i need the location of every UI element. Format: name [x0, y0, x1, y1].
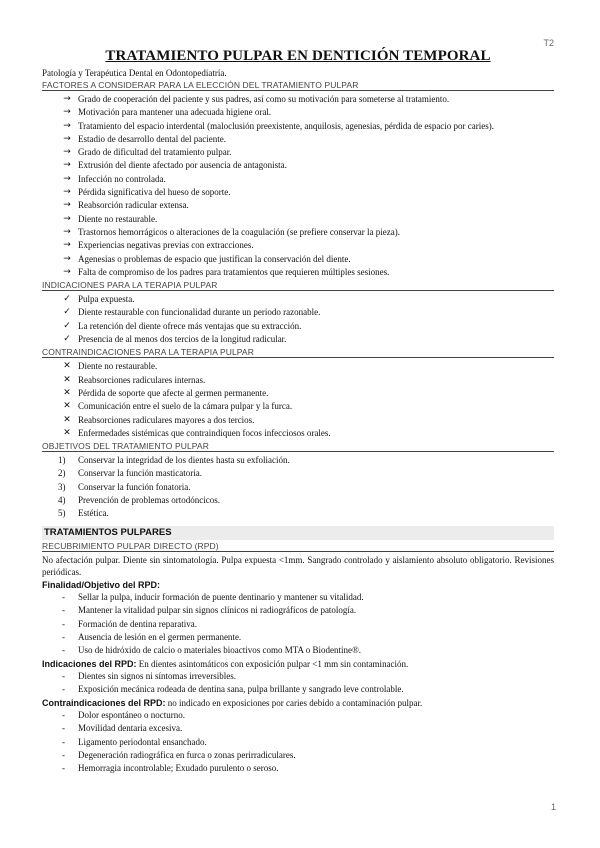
list-item-text: Grado de dificultad del tratamiento pulpar. — [78, 147, 232, 158]
list-item — [42, 749, 554, 762]
list-item — [42, 467, 554, 480]
document-tag: T2 — [543, 38, 554, 48]
section-list — [42, 360, 554, 440]
list-item — [42, 709, 554, 722]
check-icon: ✓ — [63, 334, 71, 345]
list-item-text: Mantener la vitalidad pulpar sin signos clínicos ni radiográficos de patología. — [78, 605, 357, 616]
cross-icon: ✕ — [63, 374, 71, 385]
rpd-contra-text: no indicado en exposiciones por caries debido a contaminación pulpar. — [165, 697, 423, 708]
list-item-text: Trastornos hemorrágicos o alteraciones de la coagulación (se prefiere conservar la pieza). — [78, 226, 401, 237]
arrow-icon: → — [63, 147, 71, 158]
section-heading: CONTRAINDICACIONES PARA LA TERAPIA PULPAR — [42, 347, 554, 358]
list-item-text: Grado de cooperación del paciente y sus padres, así como su motivación para someterse al tratamiento. — [78, 94, 450, 104]
rpd-indicaciones-list — [42, 670, 554, 697]
list-item — [42, 159, 554, 172]
list-item — [42, 427, 554, 440]
list-item — [42, 173, 554, 186]
list-item — [42, 199, 554, 212]
page-title: TRATAMIENTO PULPAR EN DENTICIÓN TEMPORAL — [105, 48, 491, 64]
cross-icon: ✕ — [63, 414, 71, 425]
check-icon: ✓ — [63, 294, 71, 305]
rpd-indicaciones-text: En dientes asintomáticos con exposición pulpar <1 mm sin contaminación. — [136, 658, 409, 669]
list-item-text: Estadio de desarrollo dental del paciente. — [78, 133, 226, 144]
list-item — [42, 507, 554, 520]
list-number: 1) — [58, 455, 66, 466]
list-item-text: Reabsorciones radiculares internas. — [78, 374, 206, 385]
list-item-text: Prevención de problemas ortodóncicos. — [78, 495, 220, 506]
dash-marker: - — [62, 618, 65, 629]
dash-marker: - — [62, 592, 65, 603]
list-item-text: Enfermedades sistémicas que contraindiquen focos infecciosos orales. — [78, 427, 331, 438]
dash-marker: - — [62, 645, 65, 656]
section-list — [42, 454, 554, 520]
list-item — [42, 120, 554, 133]
list-item — [42, 722, 554, 735]
dash-marker: - — [62, 710, 65, 721]
arrow-icon: → — [63, 160, 71, 171]
arrow-icon: → — [63, 253, 71, 264]
dash-marker: - — [62, 671, 65, 682]
list-item-text: Dientes sin signos ni síntomas irreversibles. — [78, 671, 236, 682]
dash-marker: - — [62, 736, 65, 747]
arrow-icon: → — [63, 200, 71, 211]
list-item — [42, 146, 554, 159]
list-item-text: Pulpa expuesta. — [78, 294, 135, 305]
list-item-text: Motivación para mantener una adecuada higiene oral. — [78, 107, 272, 118]
rpd-indicaciones-line — [42, 658, 554, 671]
list-number: 4) — [58, 495, 66, 506]
arrow-icon: → — [63, 226, 71, 237]
list-item — [42, 591, 554, 604]
rpd-intro: No afectación pulpar. Diente sin sintomatología. Pulpa expuesta <1mm. Sangrado controlado y aislamiento absoluto obligatorio. Revisiones periódicas. — [42, 554, 554, 578]
list-item — [42, 320, 554, 333]
list-item-text: Pérdida significativa del hueso de soporte. — [78, 187, 231, 198]
arrow-icon: → — [63, 213, 71, 224]
list-number: 3) — [58, 481, 66, 492]
list-item — [42, 414, 554, 427]
sections-container — [42, 80, 554, 521]
list-item — [42, 494, 554, 507]
arrow-icon: → — [63, 107, 71, 118]
dash-marker: - — [62, 684, 65, 695]
list-item-text: Presencia de al menos dos tercios de la longitud radicular. — [78, 334, 287, 345]
section-heading: INDICACIONES PARA LA TERAPIA PULPAR — [42, 280, 554, 291]
arrow-icon: → — [63, 120, 71, 131]
list-item-text: Dolor espontáneo o nocturno. — [78, 710, 185, 721]
list-item-text: Infección no controlada. — [78, 173, 166, 184]
list-item — [42, 400, 554, 413]
list-item-text: Uso de hidróxido de calcio o materiales bioactivos como MTA o Biodentine®. — [78, 645, 362, 656]
dash-marker: - — [62, 723, 65, 734]
arrow-icon: → — [63, 266, 71, 277]
dash-marker: - — [62, 632, 65, 642]
list-item — [42, 762, 554, 775]
list-item — [42, 631, 554, 644]
list-item — [42, 481, 554, 494]
list-item — [42, 226, 554, 239]
cross-icon: ✕ — [63, 427, 71, 438]
section-list — [42, 293, 554, 346]
list-item — [42, 213, 554, 226]
list-item-text: Agenesias o problemas de espacio que justifican la conservación del diente. — [78, 253, 351, 264]
arrow-icon: → — [63, 173, 71, 184]
check-icon: ✓ — [63, 320, 71, 331]
list-item-text: Diente no restaurable. — [78, 213, 158, 224]
list-item — [42, 604, 554, 617]
list-number: 2) — [58, 468, 66, 479]
cross-icon: ✕ — [63, 387, 71, 398]
list-item — [42, 306, 554, 319]
list-item-text: Movilidad dentaria excesiva. — [78, 723, 183, 734]
list-item — [42, 618, 554, 631]
section-heading: FACTORES A CONSIDERAR PARA LA ELECCIÓN DEL TRATAMIENTO PULPAR — [42, 80, 554, 91]
list-item — [42, 253, 554, 266]
list-item-text: Degeneración radiográfica en furca o zonas perirradiculares. — [78, 750, 296, 761]
list-item-text: Ausencia de lesión en el germen permanente. — [78, 632, 242, 642]
list-item — [42, 293, 554, 306]
list-item-text: Conservar la función fonatoria. — [78, 481, 191, 492]
list-item-text: La retención del diente ofrece más ventajas que su extracción. — [78, 320, 302, 331]
section-list — [42, 93, 554, 279]
list-item-text: Exposición mecánica rodeada de dentina sana, pulpa brillante y sangrado leve controlable. — [78, 684, 404, 695]
list-item — [42, 670, 554, 683]
rpd-contra-label: Contraindicaciones del RPD: — [42, 697, 166, 708]
arrow-icon: → — [63, 187, 71, 198]
list-item — [42, 106, 554, 119]
list-item-text: Experiencias negativas previas con extracciones. — [78, 240, 254, 251]
list-item — [42, 454, 554, 467]
list-item — [42, 186, 554, 199]
dash-marker: - — [62, 750, 65, 761]
section-band: TRATAMIENTOS PULPARES — [42, 526, 554, 540]
list-item-text: Pérdida de soporte que afecte al germen permanente. — [78, 387, 269, 398]
list-item — [42, 133, 554, 146]
list-item — [42, 360, 554, 373]
rpd-finalidad-list — [42, 591, 554, 657]
list-item — [42, 374, 554, 387]
rpd-contra-list — [42, 709, 554, 775]
cross-icon: ✕ — [63, 401, 71, 412]
list-item-text: Comunicación entre el suelo de la cámara pulpar y la furca. — [78, 401, 293, 412]
rpd-finalidad-label: Finalidad/Objetivo del RPD: — [42, 579, 161, 590]
list-item-text: Hemorragia incontrolable; Exudado purulento o seroso. — [78, 763, 279, 774]
list-item-text: Formación de dentina reparativa. — [78, 618, 197, 629]
list-item-text: Sellar la pulpa, inducir formación de puente dentinario y mantener su vitalidad. — [78, 592, 364, 603]
list-number: 5) — [58, 508, 66, 519]
arrow-icon: → — [63, 240, 71, 251]
list-item — [42, 387, 554, 400]
rpd-contra-line — [42, 697, 554, 710]
list-item-text: Estética. — [78, 508, 109, 519]
list-item — [42, 93, 554, 106]
arrow-icon: → — [63, 94, 71, 104]
list-item-text: Conservar la función masticatoria. — [78, 468, 202, 479]
cross-icon: ✕ — [63, 361, 71, 372]
list-item — [42, 333, 554, 346]
list-item — [42, 644, 554, 657]
section-heading: OBJETIVOS DEL TRATAMIENTO PULPAR — [42, 441, 554, 452]
list-item-text: Diente restaurable con funcionalidad durante un periodo razonable. — [78, 307, 321, 318]
subtitle: Patología y Terapéutica Dental en Odontopediatría. — [42, 68, 227, 78]
section-heading-rpd: RECUBRIMIENTO PULPAR DIRECTO (RPD) — [42, 541, 554, 552]
list-item — [42, 736, 554, 749]
list-item-text: Ligamento periodontal ensanchado. — [78, 736, 207, 747]
list-item-text: Reabsorciones radiculares mayores a dos tercios. — [78, 414, 255, 425]
arrow-icon: → — [63, 133, 71, 144]
page-number: 1 — [550, 802, 556, 812]
list-item-text: Extrusión del diente afectado por ausencia de antagonista. — [78, 160, 287, 171]
document-page — [42, 34, 554, 776]
check-icon: ✓ — [63, 307, 71, 318]
list-item-text: Reabsorción radicular extensa. — [78, 200, 189, 211]
list-item — [42, 266, 554, 279]
list-item-text: Tratamiento del espacio interdental (maloclusión preexistente, anquilosis, agenesias, pérdida de espacio por caries). — [78, 120, 495, 131]
dash-marker: - — [62, 605, 65, 616]
list-item — [42, 683, 554, 696]
list-item — [42, 239, 554, 252]
list-item-text: Conservar la integridad de los dientes hasta su exfoliación. — [78, 455, 290, 466]
list-item-text: Falta de compromiso de los padres para tratamientos que requieren múltiples sesiones. — [78, 266, 390, 277]
list-item-text: Diente no restaurable. — [78, 361, 158, 372]
dash-marker: - — [62, 763, 65, 774]
rpd-indicaciones-label: Indicaciones del RPD: — [42, 658, 137, 669]
